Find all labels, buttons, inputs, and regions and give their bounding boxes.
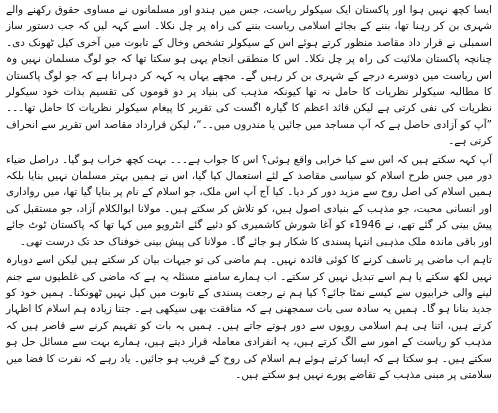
- article-paragraph-2: آپ کہہ سکتے ہیں کہ اس سے کیا خرابی واقع ہوئی؟ اس کا جواب ہے۔۔۔ بہت کچھ خراب ہو گیا۔ دراصل ضیاء دور میں جس طرح اسلام کو سیاسی مقاصد کے لئے استعمال کیا گیا، اس نے ہمیں بہتر مسلمان نہیں بنایا بلکہ ہمیں اسلام کی اصل روح سے مزید دور کر دیا۔ کیا آج آپ اس ملک، جو اسلام کے نام پر بنایا گیا تھا، میں رواداری اور انسانی محبت، جو مذہب کے بنیادی اصول ہیں، کو تلاش کر سکتے ہیں۔ مولانا ابوالکلام آزاد، جو مستقبل کی پیش بینی کر گئے تھے، نے 1946ء کو آغا شورش کاشمیری کو دئیے گئے انٹرویو میں کہا تھا کہ پاکستان ٹوٹ جائے اور باقی ماندہ ملک مذہبی انتہا پسندی کا شکار ہو جائے گا۔ مولانا کی پیش بینی خوفناک حد تک درست تھی۔: [6, 153, 492, 248]
- article-paragraph-1: ایسا کچھ نہیں ہوا اور پاکستان ایک سیکولر ریاست، جس میں ہندو اور مسلمانوں نے مساوی حقوق رکھنے والے شہری بن کر رہنا تھا، بننے کے بجائے اسلامی ریاست بننے کی راہ پر چل نکلا۔ اسے کہہ لیں کہ جب دستور ساز اسمبلی نے قرار داد مقاصد منظور کرتے ہوئے اس کے سیکولر تشخص وخال کے تابوت میں آخری کیل ٹھونک دی۔ چنانچہ پاکستان ملائیت کی راہ پر چل نکلا۔ اس کا منطقی انجام یہی ہو سکتا تھا کہ جو لوگ مسلمان نہیں وہ اس ریاست میں دوسرے درجے کے شہری بن کر رہیں گے۔ مجھے یہاں یہ کہہ کر دہرانا ہے کہ جو لوگ پاکستان کا مطالبہ سیکولر نظریات کا حامل نہ تھا کیونکہ مذہب کی بنیاد پر دو قوموں کی تقسیم بذات خود سیکولر نظریات کی نفی کرتی ہے لیکن قائد اعظم کا گیارہ اگست کی تقریر کا پیغام سیکولر نظریات کا حامل تھا۔۔۔ ”آپ کو آزادی حاصل ہے کہ آپ مساجد میں جائیں یا مندروں میں۔۔“، لیکن قرارداد مقاصد اس تقریر سے انحراف کرتی ہے۔: [6, 4, 492, 148]
- article-paragraph-3: تاہم اب ماضی پر تاسف کرنے کا کوئی فائدہ نہیں۔ ہم ماضی کی تو جیہات بیان کر سکتے ہیں لیکن اسے دوبارہ نہیں لکھ سکتے یا ہم اسے تبدیل نہیں کر سکتے۔ اب ہمارے سامنے مسئلہ یہ ہے کہ ماضی کی غلطیوں سے جنم لینے والی خرابیوں سے کیسے نمٹا جائے؟ کیا ہم نے رجعت پسندی کے تابوت میں کیل نہیں ٹھونکنا۔ ہمیں خود کو جدید بنانا ہو گا۔ ہمیں یہ سادہ سی بات سمجھنی ہے کہ منافقت بھی سیکھی ہے۔ جتنا زیادہ ہم اسلام کا اظہار کرتے ہیں، اتنا ہی ہم اسلامی رویوں سے دور ہوتے جاتے ہیں۔ ہمیں یہ بات کو تفہیم کرنے سے قاصر ہیں کہ مذہب کو ریاست کے امور سے الگ کرتے ہیں، یہ انفرادی معاملہ قرار دیتے ہیں، ہمارے بہت سے مسائل حل ہو سکتے ہیں۔ ہو سکتا ہے کہ ایسا کرتے ہوئے ہم اسلام کی روح کے قریب ہو جائیں۔ یاد رہے کہ نفرت کا فضا میں سلامتی پر مبنی مذہب کے تقاضے پورے نہیں ہو سکتے ہیں۔: [6, 254, 492, 381]
